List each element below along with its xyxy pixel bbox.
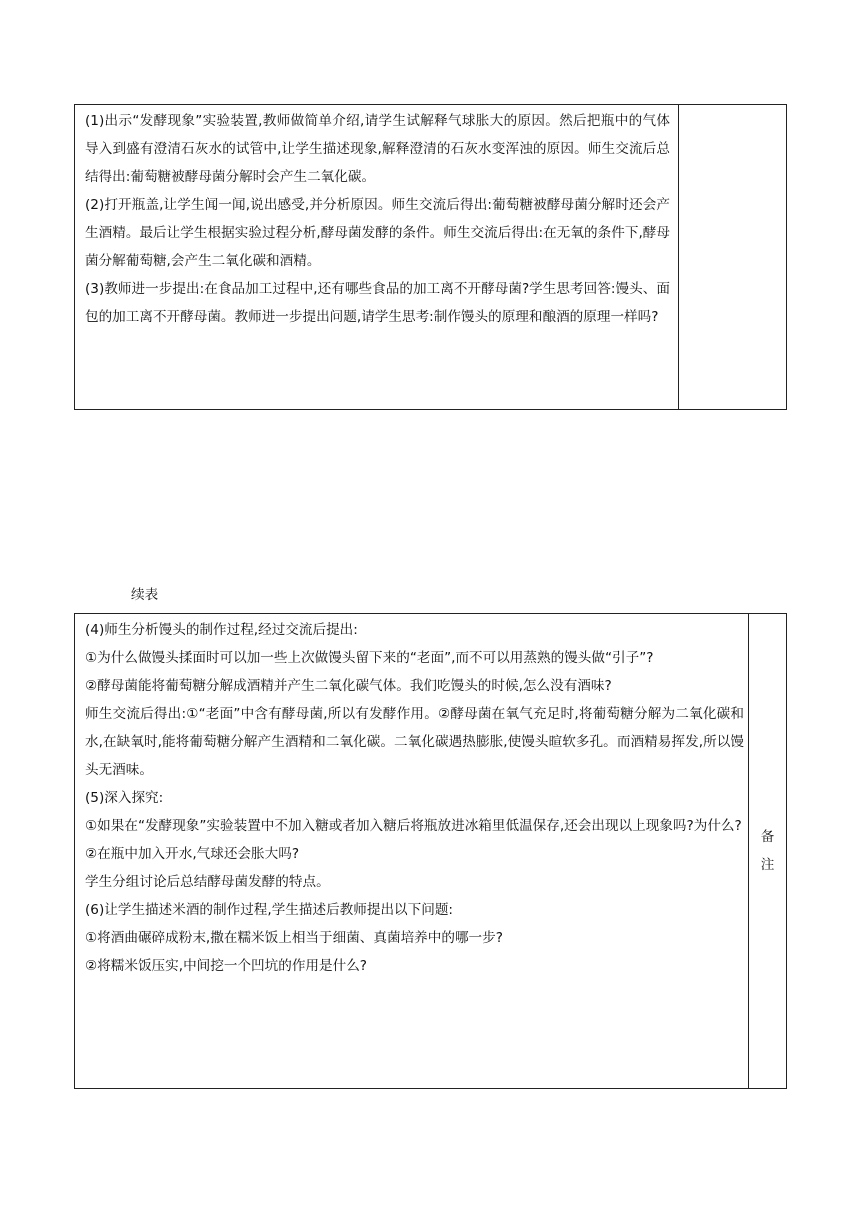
- paragraph: ②酵母菌能将葡萄糖分解成酒精并产生二氧化碳气体。我们吃馒头的时候,怎么没有酒味?: [85, 678, 612, 694]
- paragraph: (1)出示“发酵现象”实验装置,教师做简单介绍,请学生试解释气球胀大的原因。然后把瓶中的气体导入到盛有澄清石灰水的试管中,让学生描述现象,解释澄清的石灰水变浑浊的原因。师生交流后总结得出:葡萄糖被酵母菌分解时会产生二氧化碳。: [85, 113, 670, 185]
- paragraph: (6)让学生描述米酒的制作过程,学生描述后教师提出以下问题:: [85, 902, 453, 918]
- paragraph: ①将酒曲碾碎成粉末,撒在糯米饭上相当于细菌、真菌培养中的哪一步?: [85, 930, 503, 946]
- table2-remark-cell: [749, 614, 786, 1088]
- paragraph: ①为什么做馒头揉面时可以加一些上次做馒头留下来的“老面”,而不可以用蒸熟的馒头做“引子”?: [85, 650, 654, 666]
- paragraph: 学生分组讨论后总结酵母菌发酵的特点。: [85, 874, 330, 890]
- paragraph: 师生交流后得出:①“老面”中含有酵母菌,所以有发酵作用。②酵母菌在氧气充足时,将葡萄糖分解为二氧化碳和水,在缺氧时,能将葡萄糖分解产生酒精和二氧化碳。二氧化碳遇热膨胀,使馒头暄软多孔。而酒精易挥发,所以馒头无酒味。: [85, 706, 744, 778]
- continued-table-label: 续表: [131, 587, 159, 603]
- paragraph: (4)师生分析馒头的制作过程,经过交流后提出:: [85, 622, 358, 638]
- paragraph: ②在瓶中加入开水,气球还会胀大吗?: [85, 846, 300, 862]
- lesson-table-2: [74, 613, 787, 1089]
- remark-label-char: 注: [760, 857, 775, 873]
- lesson-table-1: [74, 104, 787, 410]
- remark-label-char: 备: [760, 829, 775, 845]
- paragraph: ②将糯米饭压实,中间挖一个凹坑的作用是什么?: [85, 958, 368, 974]
- table1-remark-cell: [679, 105, 786, 409]
- paragraph: (5)深入探究:: [85, 790, 164, 806]
- paragraph: (2)打开瓶盖,让学生闻一闻,说出感受,并分析原因。师生交流后得出:葡萄糖被酵母菌分解时还会产生酒精。最后让学生根据实验过程分析,酵母菌发酵的条件。师生交流后得出:在无氧的条件下,酵母菌分解葡萄糖,会产生二氧化碳和酒精。: [85, 197, 670, 269]
- paragraph: ①如果在“发酵现象”实验装置中不加入糖或者加入糖后将瓶放进冰箱里低温保存,还会出现以上现象吗?为什么?: [85, 818, 742, 834]
- paragraph: (3)教师进一步提出:在食品加工过程中,还有哪些食品的加工离不开酵母菌?学生思考回答:馒头、面包的加工离不开酵母菌。教师进一步提出问题,请学生思考:制作馒头的原理和酿酒的原理一样吗?: [85, 281, 670, 325]
- table1-content-cell: [75, 105, 679, 409]
- table2-content-cell: [75, 614, 749, 1088]
